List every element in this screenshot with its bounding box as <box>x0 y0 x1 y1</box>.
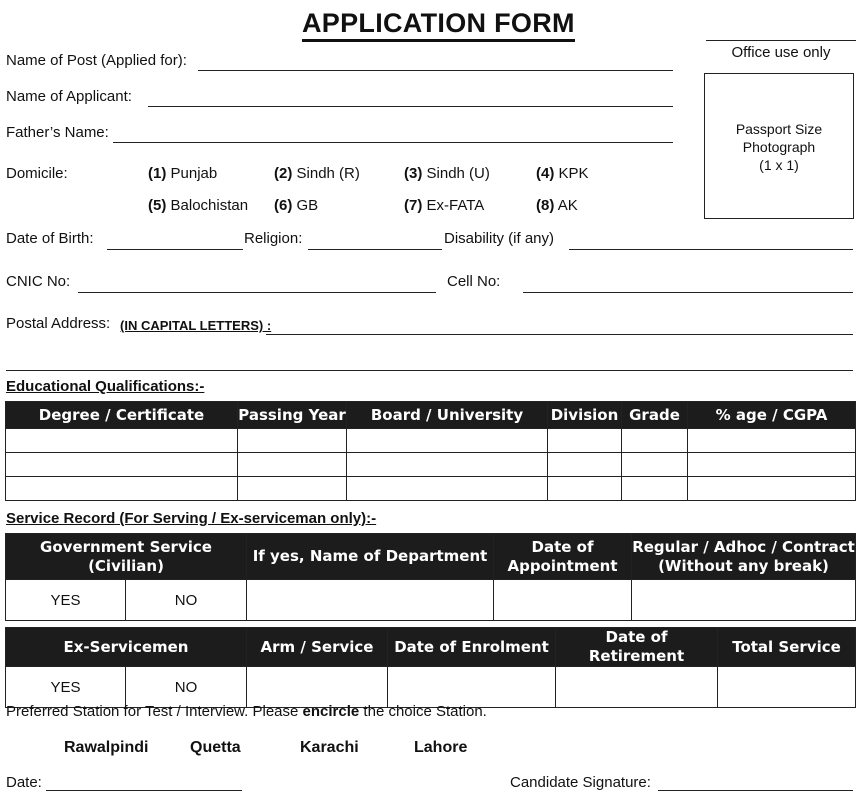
table-row <box>6 667 856 708</box>
preferred-station-text <box>6 703 487 720</box>
civil-header-line: (Without any break) <box>658 556 829 575</box>
postal-label: Postal Address: <box>6 315 111 332</box>
domicile-option[interactable]: (1) Punjab <box>148 165 218 182</box>
station-karachi[interactable]: Karachi <box>300 739 359 756</box>
domicile-option[interactable]: (8) AK <box>536 197 578 214</box>
table-cell[interactable] <box>238 429 347 453</box>
station-quetta[interactable]: Quetta <box>190 739 241 756</box>
ex-header: Ex-Servicemen <box>6 628 247 667</box>
education-header: Passing Year <box>238 402 347 429</box>
civil-header-line: Date of <box>531 537 594 556</box>
yes-option[interactable]: YES <box>6 667 126 708</box>
table-cell[interactable] <box>622 429 688 453</box>
ex-service-table <box>5 627 856 708</box>
domicile-option[interactable]: (7) Ex-FATA <box>404 197 485 214</box>
date-input-line[interactable] <box>46 790 242 791</box>
table-cell[interactable] <box>688 429 856 453</box>
father-label: Father’s Name: <box>6 124 109 141</box>
photo-label-line2: Photograph <box>742 139 816 155</box>
dob-input-line[interactable] <box>107 249 243 250</box>
dob-label: Date of Birth: <box>6 230 94 247</box>
religion-label: Religion: <box>244 230 303 247</box>
ex-header: Arm / Service <box>247 628 388 667</box>
table-cell[interactable] <box>622 453 688 477</box>
education-heading: Educational Qualifications:- <box>6 378 205 395</box>
table-cell[interactable] <box>622 477 688 501</box>
education-header: Grade <box>622 402 688 429</box>
station-lahore[interactable]: Lahore <box>414 739 468 756</box>
service-heading: Service Record (For Serving / Ex-serviceman only):- <box>6 510 377 527</box>
signature-input-line[interactable] <box>658 790 853 791</box>
no-option[interactable]: NO <box>126 580 247 621</box>
post-input-line[interactable] <box>198 70 673 71</box>
table-cell[interactable] <box>238 453 347 477</box>
table-cell[interactable] <box>347 429 548 453</box>
domicile-option[interactable]: (6) GB <box>274 197 319 214</box>
applicant-input-line[interactable] <box>148 106 673 107</box>
station-rawalpindi[interactable]: Rawalpindi <box>64 739 149 756</box>
office-use-label: Office use only <box>706 40 856 61</box>
table-cell[interactable] <box>247 580 494 621</box>
domicile-option[interactable]: (2) Sindh (R) <box>274 165 360 182</box>
table-cell[interactable] <box>6 477 238 501</box>
table-row <box>6 429 856 453</box>
table-cell[interactable] <box>6 429 238 453</box>
disability-input-line[interactable] <box>569 249 853 250</box>
table-row <box>6 453 856 477</box>
table-cell[interactable] <box>347 453 548 477</box>
civil-header <box>632 534 856 580</box>
cnic-label: CNIC No: <box>6 273 71 290</box>
religion-input-line[interactable] <box>308 249 442 250</box>
yes-option[interactable]: YES <box>6 580 126 621</box>
preferred-text-part: Preferred Station for Test / Interview. Please <box>6 703 303 720</box>
preferred-text-part: the choice Station. <box>359 703 487 720</box>
education-header: % age / CGPA <box>688 402 856 429</box>
preferred-text-bold: encircle <box>302 703 360 720</box>
signature-label: Candidate Signature: <box>510 774 651 791</box>
disability-label: Disability (if any) <box>444 230 555 247</box>
form-title: APPLICATION FORM <box>302 8 575 42</box>
civil-header-line: Appointment <box>507 556 618 575</box>
table-cell[interactable] <box>247 667 388 708</box>
postal-caps-note: (IN CAPITAL LETTERS) : <box>120 318 272 333</box>
table-cell[interactable] <box>494 580 632 621</box>
cnic-input-line[interactable] <box>78 292 436 293</box>
ex-header: Total Service <box>718 628 856 667</box>
civil-header-line: Regular / Adhoc / Contract <box>632 537 855 556</box>
table-cell[interactable] <box>548 453 622 477</box>
domicile-option[interactable]: (5) Balochistan <box>148 197 249 214</box>
ex-header: Date of Enrolment <box>388 628 556 667</box>
civil-header <box>494 534 632 580</box>
table-cell[interactable] <box>688 477 856 501</box>
photo-box <box>704 73 854 219</box>
table-cell[interactable] <box>688 453 856 477</box>
cell-label: Cell No: <box>447 273 501 290</box>
table-cell[interactable] <box>6 453 238 477</box>
table-cell[interactable] <box>388 667 556 708</box>
cell-input-line[interactable] <box>523 292 853 293</box>
table-cell[interactable] <box>556 667 718 708</box>
date-label: Date: <box>6 774 42 791</box>
table-row <box>6 477 856 501</box>
table-cell[interactable] <box>548 429 622 453</box>
civil-header: Government Service (Civilian) <box>6 534 247 580</box>
table-cell[interactable] <box>548 477 622 501</box>
no-option[interactable]: NO <box>126 667 247 708</box>
photo-label-line3: (1 x 1) <box>759 157 799 173</box>
table-cell[interactable] <box>347 477 548 501</box>
photo-label-line1: Passport Size <box>735 121 823 137</box>
postal-input-line-2[interactable] <box>6 370 853 371</box>
education-header: Board / University <box>347 402 548 429</box>
postal-input-line[interactable] <box>266 334 853 335</box>
table-cell[interactable] <box>718 667 856 708</box>
photo-box-text <box>705 120 853 174</box>
education-header: Degree / Certificate <box>6 402 238 429</box>
education-header: Division <box>548 402 622 429</box>
table-cell[interactable] <box>632 580 856 621</box>
domicile-option[interactable]: (4) KPK <box>536 165 589 182</box>
table-row <box>6 580 856 621</box>
education-table <box>5 401 856 501</box>
post-label: Name of Post (Applied for): <box>6 52 187 69</box>
ex-header: Date of Retirement <box>556 628 718 667</box>
domicile-label: Domicile: <box>6 165 68 182</box>
civil-header: If yes, Name of Department <box>247 534 494 580</box>
civil-service-table <box>5 533 856 621</box>
table-cell[interactable] <box>238 477 347 501</box>
domicile-option[interactable]: (3) Sindh (U) <box>404 165 490 182</box>
applicant-label: Name of Applicant: <box>6 88 132 105</box>
father-input-line[interactable] <box>113 142 673 143</box>
